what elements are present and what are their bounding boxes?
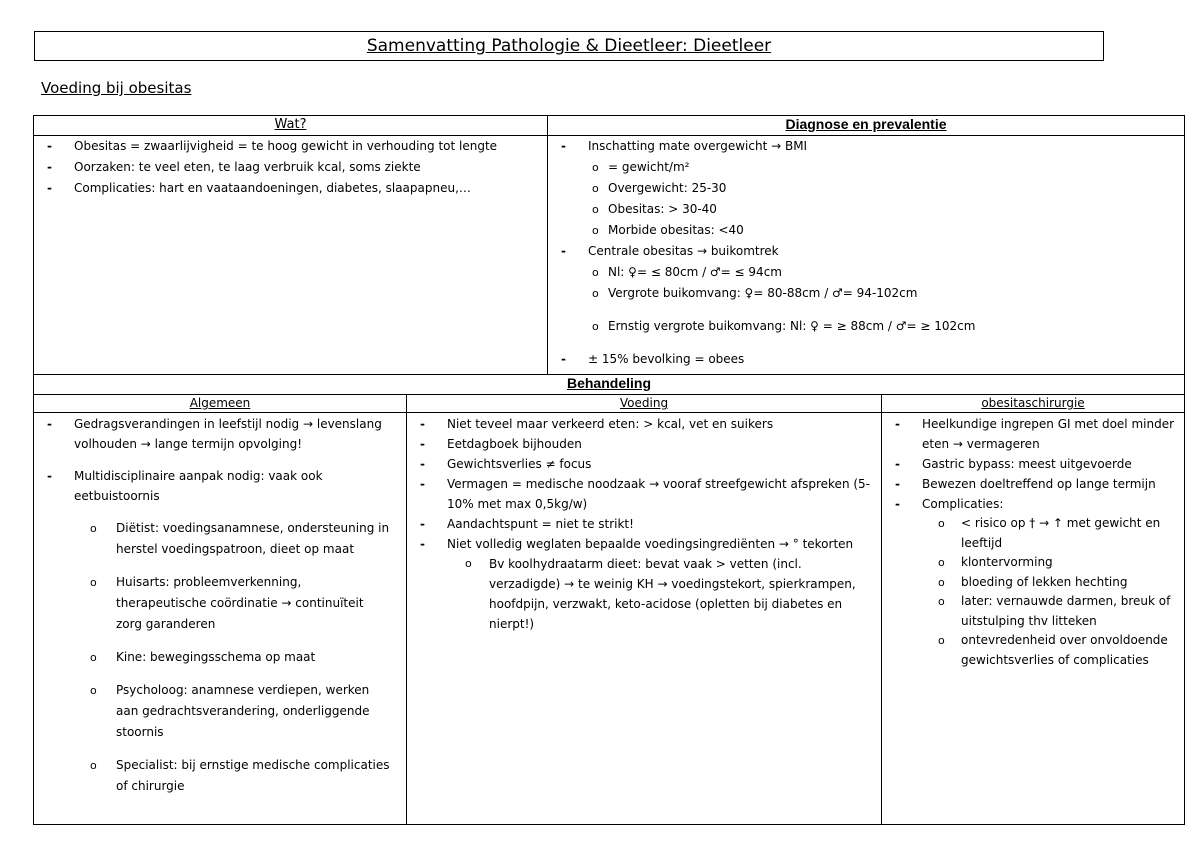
wat-header: Wat? — [34, 116, 547, 136]
summary-table — [33, 115, 1185, 825]
algemeen-header: Algemeen — [34, 395, 406, 413]
list-item: - Vermagen = medische noodzaak → vooraf streefgewicht afspreken (5-10% met max 0,5kg/w) — [407, 474, 881, 514]
section-heading: Voeding bij obesitas — [41, 79, 192, 97]
sub-list-item: o Obesitas: > 30-40 — [548, 199, 1184, 220]
list-item: - Gewichtsverlies ≠ focus — [407, 454, 881, 474]
list-item: - Centrale obesitas → buikomtrek — [548, 241, 1184, 262]
sub-list-item: o Vergrote buikomvang: ♀= 80-88cm / ♂= 94-102cm — [548, 283, 1184, 304]
list-item: - Oorzaken: te veel eten, te laag verbruik kcal, soms ziekte — [34, 157, 547, 178]
list-item: - Eetdagboek bijhouden — [407, 434, 881, 454]
algemeen-column — [34, 395, 407, 824]
sub-list-item: o bloeding of lekken hechting — [882, 573, 1184, 593]
sub-list-item: o later: vernauwde darmen, breuk of uitstulping thv litteken — [882, 592, 1184, 631]
list-item: - ± 15% bevolking = obees — [548, 349, 1184, 370]
sub-list-item: o = gewicht/m² — [548, 157, 1184, 178]
diagnose-column — [548, 116, 1184, 375]
diagnose-header: Diagnose en prevalentie — [548, 116, 1184, 136]
list-item: - Inschatting mate overgewicht → BMI — [548, 136, 1184, 157]
chirurgie-header: obesitaschirurgie — [882, 395, 1184, 413]
voeding-body — [407, 413, 881, 824]
sub-list-item: o Bv koolhydraatarm dieet: bevat vaak > vetten (incl. verzadigde) → te weinig KH → voedingstekort, spierkrampen, hoofdpijn, verzwakt, keto-acidose (opletten bij diabetes en nierpt!) — [407, 554, 881, 634]
list-item: - Complicaties: — [882, 494, 1184, 514]
list-item: - Gedragsverandingen in leefstijl nodig → levenslang volhouden → lange termijn opvolging! — [34, 414, 406, 454]
wat-body — [34, 136, 547, 375]
sub-list-item: o < risico op † → ↑ met gewicht en leeftijd — [882, 514, 1184, 553]
diagnose-body — [548, 136, 1184, 375]
list-item: - Gastric bypass: meest uitgevoerde — [882, 454, 1184, 474]
sub-list-item: o Ernstig vergrote buikomvang: Nl: ♀ = ≥ 88cm / ♂= ≥ 102cm — [548, 316, 1184, 337]
list-item: - Obesitas = zwaarlijvigheid = te hoog gewicht in verhouding tot lengte — [34, 136, 547, 157]
list-item: - Niet teveel maar verkeerd eten: > kcal, vet en suikers — [407, 414, 881, 434]
list-item: - Niet volledig weglaten bepaalde voedingsingrediënten → ° tekorten — [407, 534, 881, 554]
sub-list-item: o Specialist: bij ernstige medische complicaties of chirurgie — [34, 755, 406, 797]
sub-list-item: o Kine: bewegingsschema op maat — [34, 647, 406, 668]
sub-list-item: o Nl: ♀= ≤ 80cm / ♂= ≤ 94cm — [548, 262, 1184, 283]
wat-column — [34, 116, 548, 375]
behandeling-header: Behandeling — [34, 375, 1184, 395]
chirurgie-column — [882, 395, 1184, 824]
voeding-column — [407, 395, 882, 824]
list-item: - Aandachtspunt = niet te strikt! — [407, 514, 881, 534]
sub-list-item: o Overgewicht: 25-30 — [548, 178, 1184, 199]
sub-list-item: o klontervorming — [882, 553, 1184, 573]
sub-list-item: o ontevredenheid over onvoldoende gewichtsverlies of complicaties — [882, 631, 1184, 670]
sub-list-item: o Psycholoog: anamnese verdiepen, werken aan gedrachtsverandering, onderliggende stoornis — [34, 680, 406, 743]
voeding-header: Voeding — [407, 395, 881, 413]
list-item: - Complicaties: hart en vaataandoeningen, diabetes, slaapapneu,… — [34, 178, 547, 199]
list-item: - Bewezen doeltreffend op lange termijn — [882, 474, 1184, 494]
sub-list-item: o Morbide obesitas: <40 — [548, 220, 1184, 241]
page-title: Samenvatting Pathologie & Dieetleer: Dieetleer — [34, 31, 1104, 61]
sub-list-item: o Diëtist: voedingsanamnese, ondersteuning in herstel voedingspatroon, dieet op maat — [34, 518, 406, 560]
algemeen-body — [34, 413, 406, 824]
top-row — [34, 116, 1184, 375]
list-item: - Multidisciplinaire aanpak nodig: vaak ook eetbuistoornis — [34, 466, 406, 506]
chirurgie-body — [882, 413, 1184, 824]
sub-list-item: o Huisarts: probleemverkenning, therapeutische coördinatie → continuïteit zorg garanderen — [34, 572, 406, 635]
behandeling-row — [34, 395, 1184, 824]
list-item: - Heelkundige ingrepen GI met doel minder eten → vermageren — [882, 414, 1184, 454]
